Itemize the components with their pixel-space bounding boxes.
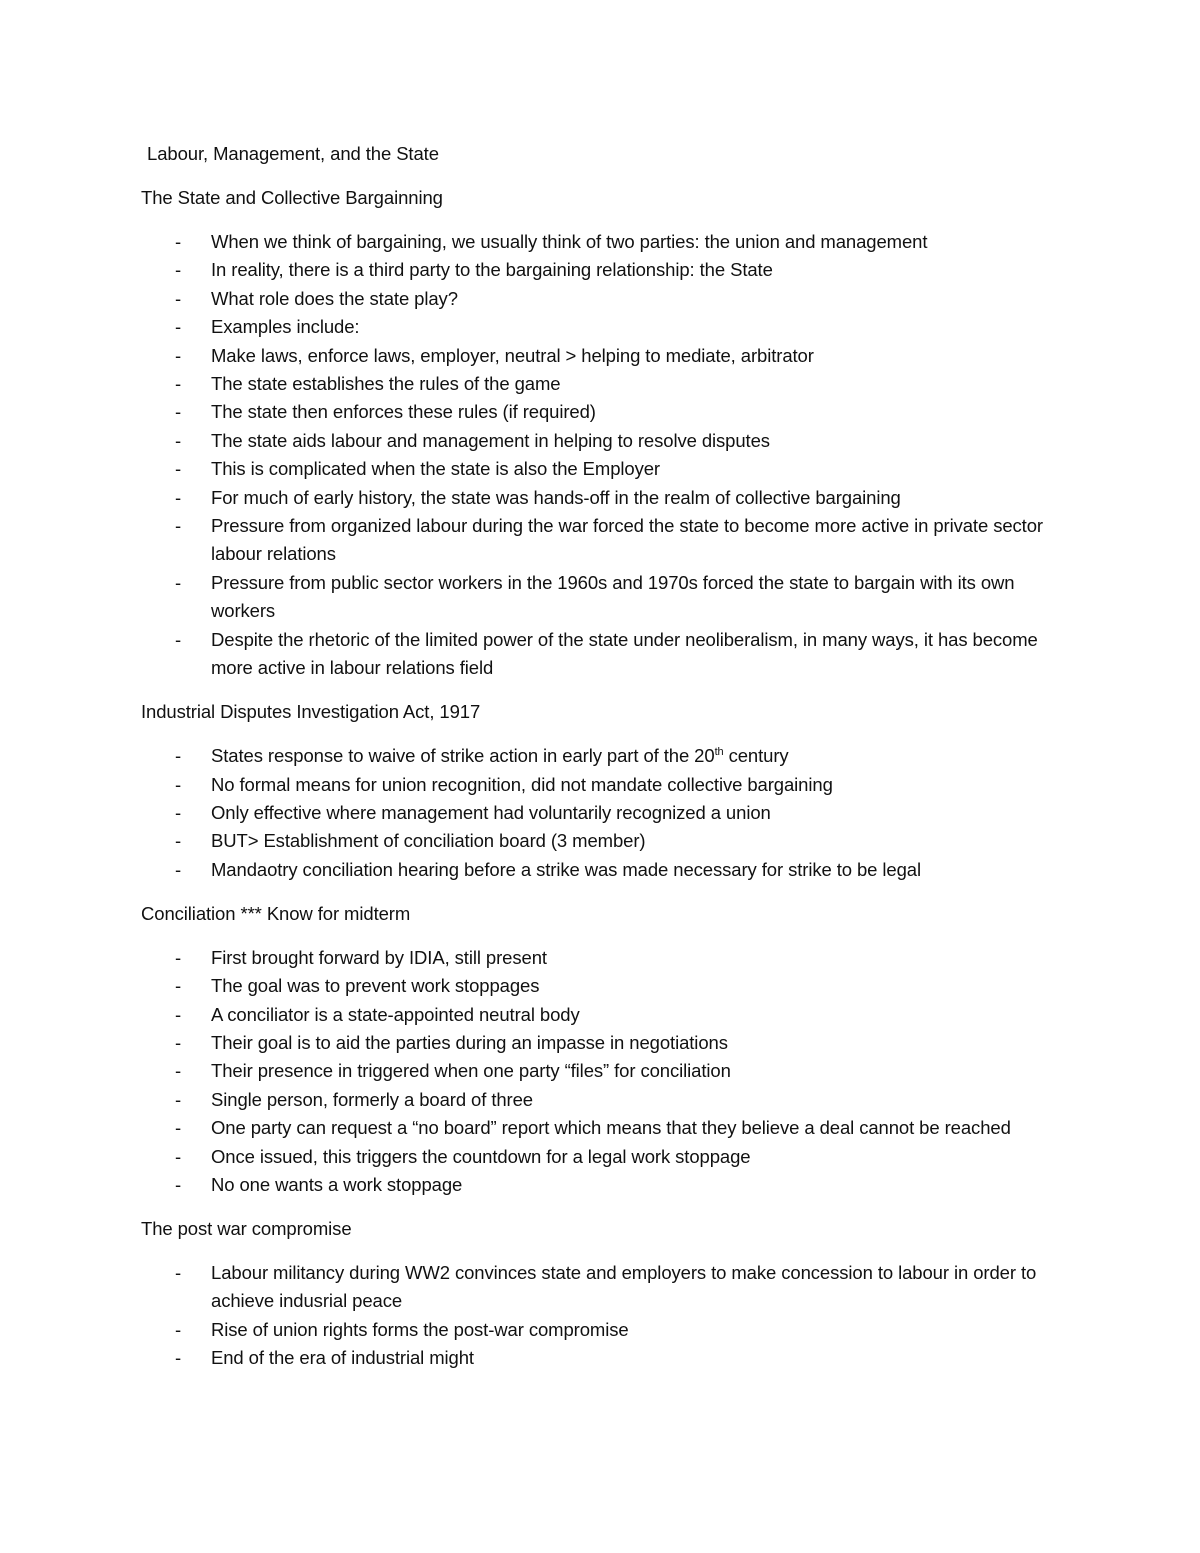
bullet-item <box>141 484 1081 512</box>
bullet-list <box>141 228 1081 683</box>
dash-bullet-marker: - <box>175 858 182 880</box>
bullet-text: This is complicated when the state is also the Employer <box>211 458 660 480</box>
bullet-text: Labour militancy during WW2 convinces state and employers to make concession to labour in order to achieve indusrial peace <box>211 1261 1037 1312</box>
bullet-item <box>141 856 1081 884</box>
bullet-text: In reality, there is a third party to the bargaining relationship: the State <box>211 259 773 281</box>
bullet-item <box>141 228 1081 256</box>
dash-bullet-marker: - <box>175 486 182 508</box>
bullet-item <box>141 313 1081 341</box>
bullet-text: BUT> Establishment of conciliation board (3 member) <box>211 830 646 852</box>
bullet-item <box>141 1057 1081 1085</box>
bullet-text: Examples include: <box>211 316 360 338</box>
dash-bullet-marker: - <box>175 830 182 852</box>
bullet-text: Single person, formerly a board of three <box>211 1088 533 1110</box>
bullet-item <box>141 1086 1081 1114</box>
dash-bullet-marker: - <box>175 628 182 650</box>
bullet-list <box>141 742 1081 884</box>
bullet-item <box>141 1259 1081 1316</box>
dash-bullet-marker: - <box>175 1060 182 1082</box>
dash-bullet-marker: - <box>175 1031 182 1053</box>
dash-bullet-marker: - <box>175 458 182 480</box>
bullet-item <box>141 370 1081 398</box>
dash-bullet-marker: - <box>175 801 182 823</box>
section-heading: Industrial Disputes Investigation Act, 1917 <box>141 701 481 723</box>
bullet-text <box>211 745 789 766</box>
bullet-item <box>141 398 1081 426</box>
dash-bullet-marker: - <box>175 571 182 593</box>
dash-bullet-marker: - <box>175 231 182 252</box>
bullet-item <box>141 455 1081 483</box>
dash-bullet-marker: - <box>175 745 182 767</box>
bullet-list <box>141 944 1081 1200</box>
bullet-text: The state establishes the rules of the game <box>211 373 561 395</box>
bullet-text: One party can request a “no board” report which means that they believe a deal cannot be reached <box>211 1117 1011 1139</box>
document-page <box>141 140 1081 1388</box>
section-heading: The State and Collective Bargainning <box>141 187 443 208</box>
dash-bullet-marker: - <box>175 1261 182 1283</box>
bullet-item <box>141 256 1081 284</box>
dash-bullet-marker: - <box>175 259 182 281</box>
bullet-text: Pressure from public sector workers in the 1960s and 1970s forced the state to bargain with its own workers <box>211 571 1015 622</box>
bullet-item <box>141 1029 1081 1057</box>
bullet-item <box>141 771 1081 799</box>
bullet-item <box>141 285 1081 313</box>
dash-bullet-marker: - <box>175 401 182 423</box>
bullet-item <box>141 626 1081 683</box>
dash-bullet-marker: - <box>175 773 182 795</box>
dash-bullet-marker: - <box>175 975 182 997</box>
bullet-text: No formal means for union recognition, did not mandate collective bargaining <box>211 773 833 795</box>
bullet-text: Mandaotry conciliation hearing before a strike was made necessary for strike to be legal <box>211 858 921 880</box>
bullet-text: The state then enforces these rules (if required) <box>211 401 596 423</box>
bullet-item <box>141 1143 1081 1171</box>
bullet-item <box>141 569 1081 626</box>
bullet-item <box>141 1114 1081 1142</box>
dash-bullet-marker: - <box>175 1117 182 1139</box>
bullet-list <box>141 1259 1081 1373</box>
dash-bullet-marker: - <box>175 1347 182 1369</box>
bullet-text: Rise of union rights forms the post-war compromise <box>211 1318 629 1340</box>
dash-bullet-marker: - <box>175 1003 182 1025</box>
dash-bullet-marker: - <box>175 1173 182 1195</box>
section-heading: Conciliation *** Know for midterm <box>141 902 411 924</box>
bullet-text: Pressure from organized labour during the war forced the state to become more active in private sector labour relations <box>211 515 1043 565</box>
bullet-item <box>141 742 1081 770</box>
dash-bullet-marker: - <box>175 316 182 338</box>
bullet-text: For much of early history, the state was hands-off in the realm of collective bargaining <box>211 486 901 508</box>
bullet-text: What role does the state play? <box>211 287 458 309</box>
bullet-text: Once issued, this triggers the countdown for a legal work stoppage <box>211 1145 751 1167</box>
dash-bullet-marker: - <box>175 515 182 537</box>
bullet-text: No one wants a work stoppage <box>211 1173 463 1195</box>
bullet-text: Their presence in triggered when one party “files” for conciliation <box>211 1060 731 1082</box>
bullet-text: A conciliator is a state-appointed neutral body <box>211 1003 580 1025</box>
bullet-item <box>141 799 1081 827</box>
bullet-item <box>141 1344 1081 1372</box>
bullet-item <box>141 512 1081 569</box>
bullet-text: Make laws, enforce laws, employer, neutral > helping to mediate, arbitrator <box>211 344 814 366</box>
bullet-item <box>141 427 1081 455</box>
bullet-text: When we think of bargaining, we usually think of two parties: the union and management <box>211 231 928 252</box>
bullet-item <box>141 827 1081 855</box>
dash-bullet-marker: - <box>175 344 182 366</box>
bullet-text: Only effective where management had voluntarily recognized a union <box>211 801 771 823</box>
bullet-item <box>141 1316 1081 1344</box>
dash-bullet-marker: - <box>175 1088 182 1110</box>
bullet-item <box>141 342 1081 370</box>
bullet-text: Their goal is to aid the parties during an impasse in negotiations <box>211 1031 728 1053</box>
superscript-ordinal: th <box>714 745 724 758</box>
dash-bullet-marker: - <box>175 946 182 968</box>
bullet-text-part: century <box>723 745 789 767</box>
bullet-item <box>141 972 1081 1000</box>
bullet-text: First brought forward by IDIA, still present <box>211 946 547 968</box>
dash-bullet-marker: - <box>175 1145 182 1167</box>
bullet-item <box>141 944 1081 972</box>
bullet-text: The goal was to prevent work stoppages <box>211 975 540 997</box>
document-title: Labour, Management, and the State <box>147 143 439 164</box>
bullet-text: The state aids labour and management in helping to resolve disputes <box>211 429 770 451</box>
document-body <box>141 184 1081 1373</box>
dash-bullet-marker: - <box>175 287 182 309</box>
section-heading: The post war compromise <box>141 1217 352 1239</box>
dash-bullet-marker: - <box>175 373 182 395</box>
dash-bullet-marker: - <box>175 1318 182 1340</box>
bullet-item <box>141 1171 1081 1199</box>
dash-bullet-marker: - <box>175 429 182 451</box>
bullet-text: End of the era of industrial might <box>211 1347 474 1369</box>
bullet-text: Despite the rhetoric of the limited power of the state under neoliberalism, in many ways, it has become more active in labour relations field <box>211 628 1038 679</box>
bullet-item <box>141 1001 1081 1029</box>
bullet-text-part: States response to waive of strike action in early part of the 20 <box>211 745 715 767</box>
